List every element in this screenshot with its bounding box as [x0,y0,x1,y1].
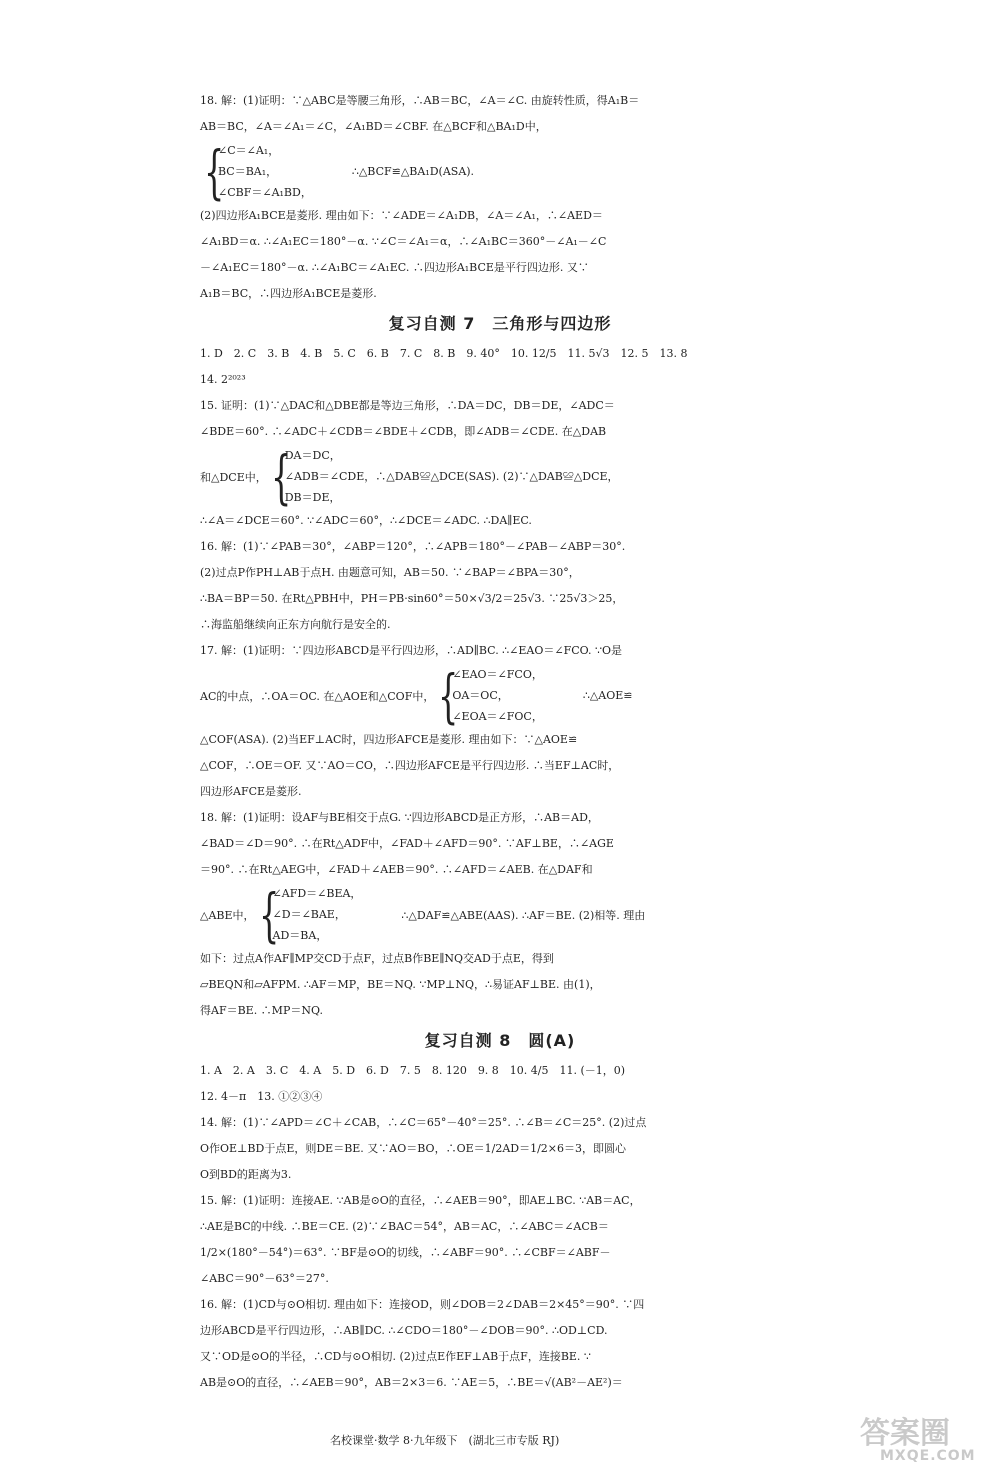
text-line: AB是⊙O的直径，∴∠AEB＝90°，AB＝2×3＝6. ∵AE＝5，∴BE＝√(AB²－AE²)＝ [200,1376,623,1389]
section-title: 复习自测 7 三角形与四边形 [388,314,612,333]
text-line: ∠BAD＝∠D＝90°. ∴在Rt△ADF中，∠FAD＋∠AFD＝90°. ∵AF⊥BE，∴∠AGE [200,837,614,850]
text-line: ∠A₁BD＝α. ∴∠A₁EC＝180°－α. ∵∠C＝∠A₁＝α，∴∠A₁BC＝360°－∠A₁－∠C [200,235,607,248]
text-line: O作OE⊥BD于点E，则DE＝BE. 又∵AO＝BO，∴OE＝1/2AD＝1/2×6＝3，即圆心 [200,1142,626,1155]
system-rows [452,664,543,727]
system-prefix: AC的中点，∴OA＝OC. 在△AOE和△COF中， [200,689,435,703]
equation-system [200,661,800,730]
text-line: 15. 解：(1)证明：连接AE. ∵AB是⊙O的直径，∴∠AEB＝90°，即AE⊥BC. ∵AB＝AC， [200,1194,641,1207]
text-line: ∴AE是BC的中线. ∴BE＝CE. (2)∵∠BAC＝54°，AB＝AC，∴∠ABC＝∠ACB＝ [200,1220,609,1233]
brace-icon: { [438,661,459,730]
system-row: ∠C＝∠A₁， [218,144,280,157]
system-row: ∠CBF＝∠A₁BD， [218,186,312,199]
equation-system [200,880,800,949]
system-row: ∠AFD＝∠BEA， [272,887,362,900]
text-line: 边形ABCD是平行四边形，∴AB∥DC. ∴∠CDO＝180°－∠DOB＝90°. ∴OD⊥CD. [200,1324,608,1337]
brace-icon: { [258,880,279,949]
system-prefix: △ABE中， [200,908,255,922]
text-line: ∠ABC＝90°－63°＝27°. [200,1272,329,1285]
system-suffix: ∴△BCF≌△BA₁D(ASA). [351,165,475,178]
text-line: 14. 2²⁰²³ [200,373,246,386]
text-line: ∠BDE＝60°. ∴∠ADC＋∠CDB＝∠BDE＋∠CDB，即∠ADB＝∠CDE. 在△DAB [200,425,607,438]
system-row: ∠D＝∠BAE， [272,908,346,921]
text-line: A₁B＝BC，∴四边形A₁BCE是菱形. [200,287,377,300]
system-row: ∠EOA＝∠FOC， [452,710,543,723]
text-line: 16. 解：(1)∵∠PAB＝30°，∠ABP＝120°，∴∠APB＝180°－∠PAB－∠ABP＝30°. [200,540,626,553]
equation-system [200,442,800,511]
text-line: 17. 解：(1)证明：∵四边形ABCD是平行四边形，∴AD∥BC. ∴∠EAO＝∠FCO. ∵O是 [200,644,623,657]
text-line: ∴∠A＝∠DCE＝60°. ∵∠ADC＝60°，∴∠DCE＝∠ADC. ∴DA∥EC. [200,514,532,527]
system-prefix: 和△DCE中， [200,470,267,484]
text-line: 如下：过点A作AF∥MP交CD于点F，过点B作BE∥NQ交AD于点E，得到 [200,952,554,965]
system-rows [218,140,312,203]
system-suffix: ∴△AOE≌ [582,689,633,702]
text-line: 1. A 2. A 3. C 4. A 5. D 6. D 7. 5 8. 120 9. 8 10. 4/5 11. (－1，0) [200,1064,626,1077]
text-line: 又∵OD是⊙O的半径，∴CD与⊙O相切. (2)过点E作EF⊥AB于点F，连接BE. ∵ [200,1350,591,1363]
text-line: ▱BEQN和▱AFPM. ∴AF＝MP，BE＝NQ. ∵MP⊥NQ，∴易证AF⊥BE. 由(1)， [200,978,601,991]
brace-icon: { [204,137,225,206]
text-line: 15. 证明：(1)∵△DAC和△DBE都是等边三角形，∴DA＝DC，DB＝DE，∠ADC＝ [200,399,615,412]
text-line: 16. 解：(1)CD与⊙O相切. 理由如下：连接OD，则∠DOB＝2∠DAB＝2×45°＝90°. ∵四 [200,1298,645,1311]
system-rows [273,883,362,946]
system-row: ∠ADB＝∠CDE，∴△DAB≌△DCE(SAS). (2)∵△DAB≌△DCE， [284,470,619,483]
text-line: ＝90°. ∴在Rt△AEG中，∠FAD＋∠AEB＝90°. ∴∠AFD＝∠AEB. 在△DAF和 [200,863,593,876]
system-rows [285,445,619,508]
text-line: (2)四边形A₁BCE是菱形. 理由如下：∵∠ADE＝∠A₁DB，∠A＝∠A₁，∴∠AED＝ [200,209,603,222]
text-line: ∴海监船继续向正东方向航行是安全的. [200,618,391,631]
system-row: DA＝DC， [284,449,341,462]
watermark-chars: 答案圈 [860,1416,950,1451]
brace-icon: { [270,442,292,511]
text-line: (2)过点P作PH⊥AB于点H. 由题意可知，AB＝50. ∵∠BAP＝∠BPA＝30°， [200,566,580,579]
text-line: 18. 解：(1)证明：设AF与BE相交于点G. ∵四边形ABCD是正方形，∴AB＝AD， [200,811,599,824]
text-line: O到BD的距离为3. [200,1168,292,1181]
text-line: △COF(ASA). (2)当EF⊥AC时，四边形AFCE是菱形. 理由如下：∵△AOE≌ [200,733,578,746]
system-row: BC＝BA₁， [218,165,278,178]
text-line: △COF，∴OE＝OF. 又∵AO＝CO，∴四边形AFCE是平行四边形. ∴当EF⊥AC时， [200,759,620,772]
text-line: 14. 解：(1)∵∠APD＝∠C＋∠CAB，∴∠C＝65°－40°＝25°. ∴∠B＝∠C＝25°. (2)过点 [200,1116,647,1129]
text-line: 四边形AFCE是菱形. [200,785,302,798]
page-footer: 名校课堂·数学 8·九年级下 (湖北三市专版 RJ) [330,1434,560,1447]
text-line: AB＝BC，∠A＝∠A₁＝∠C，∠A₁BD＝∠CBF. 在△BCF和△BA₁D中， [200,120,547,133]
equation-system [200,137,800,206]
answer-page [200,88,800,1396]
system-row: DB＝DE， [284,491,341,504]
text-line: 18. 解：(1)证明：∵△ABC是等腰三角形，∴AB＝BC，∠A＝∠C. 由旋转性质，得A₁B＝ [200,94,640,107]
system-row: OA＝OC， [452,689,509,702]
text-line: －∠A₁EC＝180°－α. ∴∠A₁BC＝∠A₁EC. ∴四边形A₁BCE是平行四边形. 又∵ [200,261,589,274]
watermark-logo [780,1408,980,1468]
text-line: 1. D 2. C 3. B 4. B 5. C 6. B 7. C 8. B 9. 40° 10. 12/5 11. 5√3 12. 5 13. 8 [200,347,688,360]
text-line: 12. 4－π 13. ①②③④ [200,1090,323,1103]
text-line: ∴BA＝BP＝50. 在Rt△PBH中，PH＝PB·sin60°＝50×√3/2＝25√3. ∵25√3＞25， [200,592,624,605]
system-suffix: ∴△DAF≌△ABE(AAS). ∴AF＝BE. (2)相等. 理由 [401,908,646,922]
text-line: 得AF＝BE. ∴MP＝NQ. [200,1004,323,1017]
section-title: 复习自测 8 圆(A) [424,1031,576,1050]
system-row: ∠EAO＝∠FCO， [452,668,543,681]
system-row: AD＝BA， [272,929,328,942]
text-line: 1/2×(180°－54°)＝63°. ∵BF是⊙O的切线，∴∠ABF＝90°. ∴∠CBF＝∠ABF－ [200,1246,611,1259]
watermark-site: MXQE.COM [880,1448,976,1464]
